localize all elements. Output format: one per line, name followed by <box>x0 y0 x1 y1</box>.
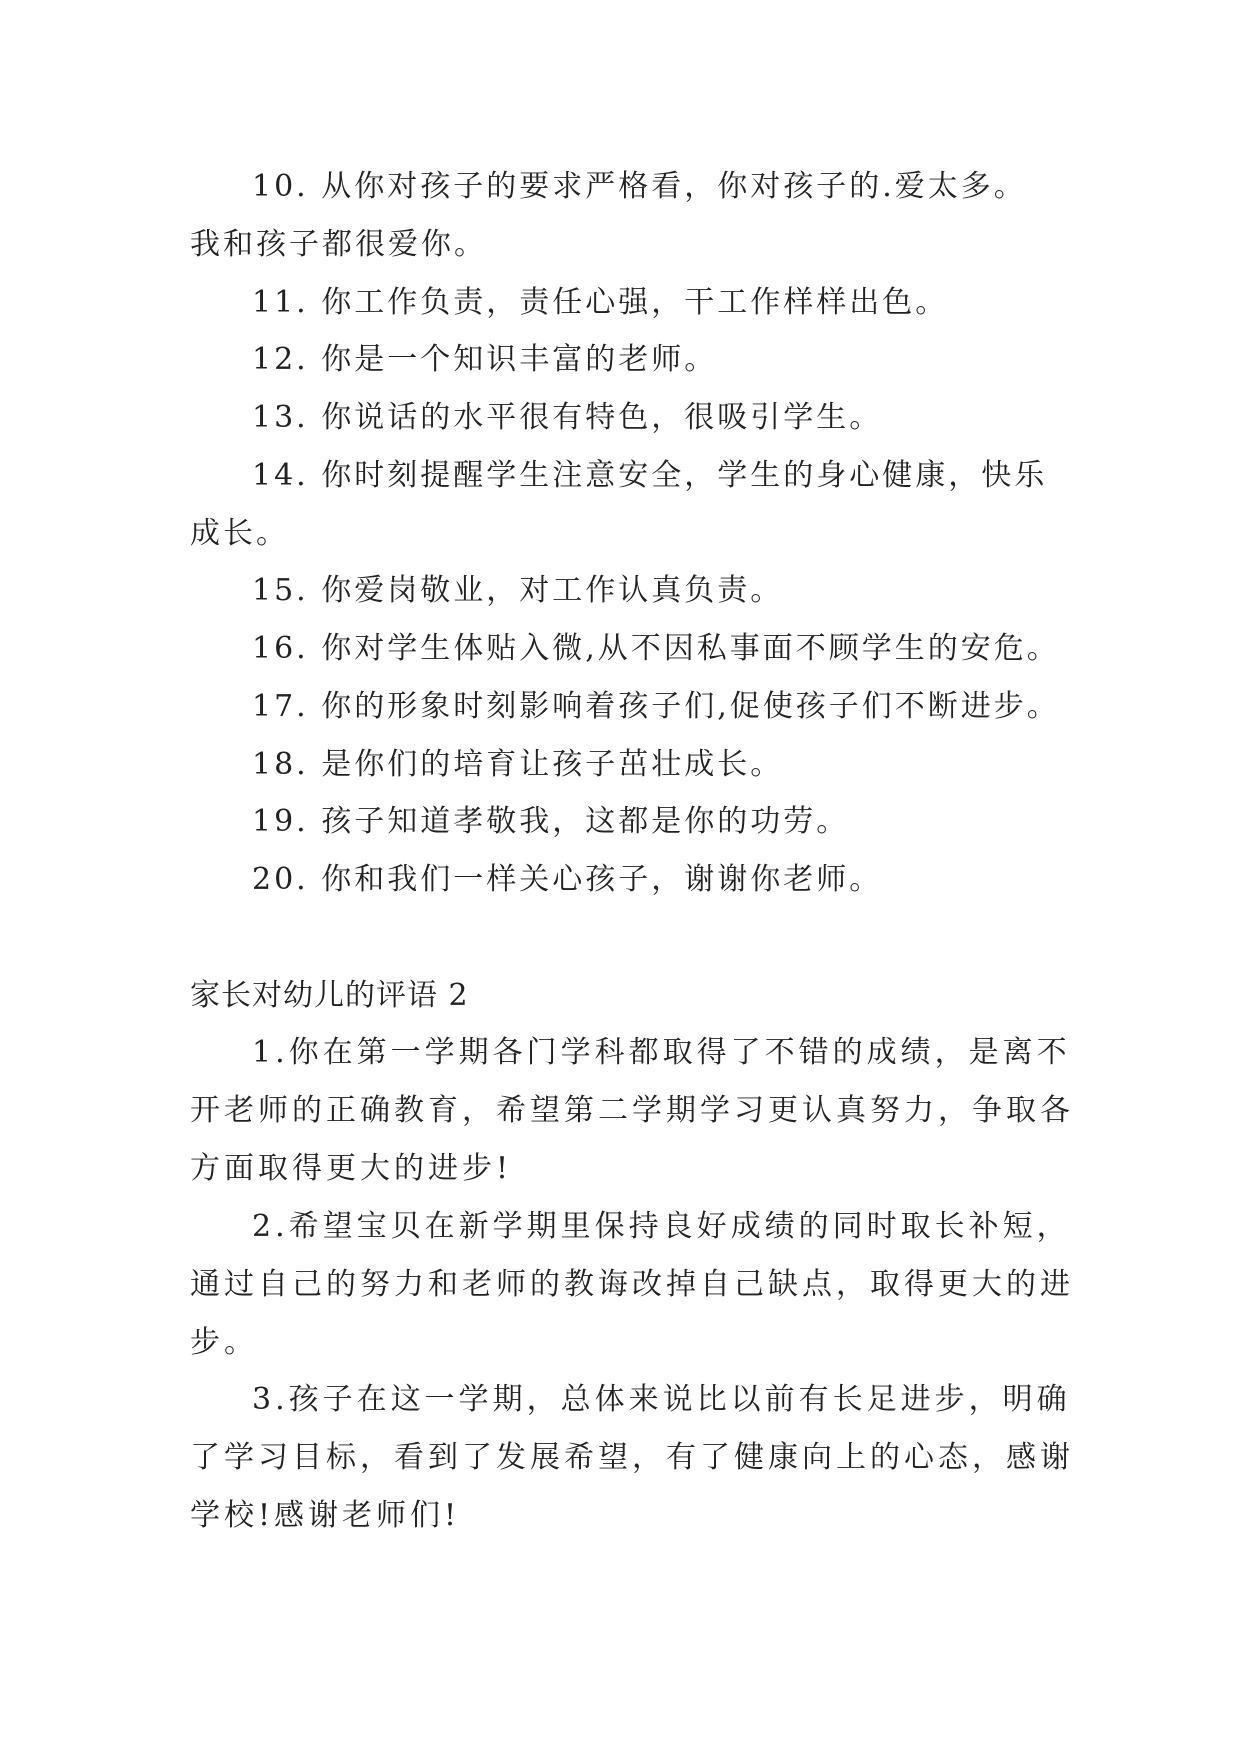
section-title: 家长对幼儿的评语 2 <box>190 978 469 1013</box>
item-line: 12. 你是一个知识丰富的老师。 <box>252 342 718 377</box>
item-line: 20. 你和我们一样关心孩子，谢谢你老师。 <box>252 862 883 897</box>
item-line: 11. 你工作负责，责任心强，干工作样样出色。 <box>252 285 949 320</box>
paragraph-line: 3.孩子在这一学期，总体来说比以前有长足进步，明确 <box>252 1382 1071 1417</box>
item-line: 14. 你时刻提醒学生注意安全，学生的身心健康，快乐 <box>252 458 1048 493</box>
item-line: 成长。 <box>190 516 289 551</box>
paragraph-line: 学校!感谢老师们! <box>190 1498 461 1533</box>
paragraph-line: 了学习目标，看到了发展希望，有了健康向上的心态，感谢 <box>190 1440 1074 1475</box>
item-line: 18. 是你们的培育让孩子茁壮成长。 <box>252 747 784 782</box>
item-line: 16. 你对学生体贴入微,从不因私事面不顾学生的安危。 <box>252 631 1060 666</box>
paragraph-line: 通过自己的努力和老师的教诲改掉自己缺点，取得更大的进 <box>190 1267 1074 1302</box>
paragraph-line: 2.希望宝贝在新学期里保持良好成绩的同时取长补短， <box>252 1209 1071 1244</box>
paragraph-line: 步。 <box>190 1325 258 1360</box>
item-line: 13. 你说话的水平很有特色，很吸引学生。 <box>252 400 883 435</box>
item-line: 19. 孩子知道孝敬我，这都是你的功劳。 <box>252 804 850 839</box>
paragraph-line: 开老师的正确教育，希望第二学期学习更认真努力，争取各 <box>190 1093 1074 1128</box>
item-line: 我和孩子都很爱你。 <box>190 227 487 262</box>
item-line: 10. 从你对孩子的要求严格看，你对孩子的.爱太多。 <box>252 169 1027 204</box>
item-line: 15. 你爱岗敬业，对工作认真负责。 <box>252 573 784 608</box>
paragraph-line: 1.你在第一学期各门学科都取得了不错的成绩，是离不 <box>252 1035 1071 1070</box>
item-line: 17. 你的形象时刻影响着孩子们,促使孩子们不断进步。 <box>252 689 1060 724</box>
paragraph-line: 方面取得更大的进步! <box>190 1151 513 1186</box>
